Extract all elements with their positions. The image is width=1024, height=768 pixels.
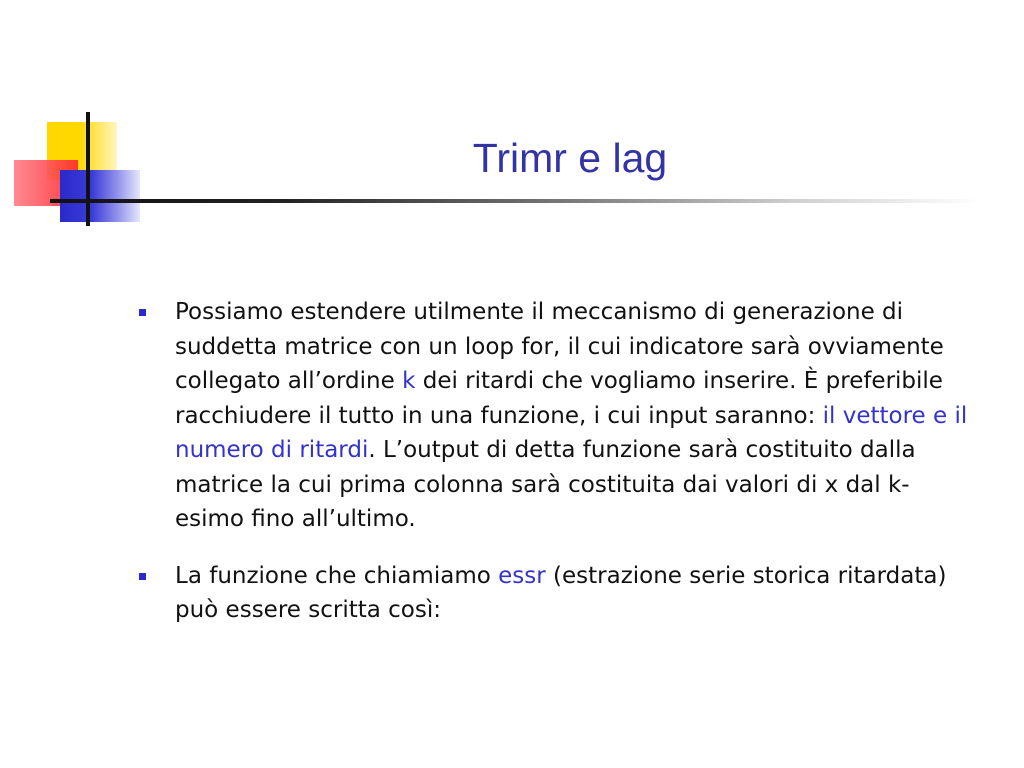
slide-logo-decoration: [0, 0, 160, 240]
logo-blue-square: [60, 170, 140, 222]
bullet-2-text-a: La funzione che chiamiamo: [175, 562, 499, 589]
bullet-2-text-b: (estrazione serie storica ritardata) può essere scritta così:: [175, 562, 947, 623]
bullet-2-highlight-essr: essr: [498, 562, 546, 589]
bullet-1-highlight-k: k: [402, 368, 416, 394]
bullet-1-text-c: . L’output di detta funzione sarà costituito dalla matrice la cui prima colonna sarà costituita dai valori di x dal k-esimo fino all’ultimo.: [175, 437, 916, 532]
title-underline-rule: [50, 199, 980, 203]
bullet-square-icon: [139, 309, 146, 316]
bullet-item-1: [135, 295, 975, 537]
bullet-1-highlight-inputs: il vettore e il numero di ritardi: [175, 402, 968, 463]
logo-vertical-line: [86, 112, 90, 226]
bullet-1-text-a: Possiamo estendere utilmente il meccanismo di generazione di suddetta matrice con un loop for, il cui indicatore sarà ovviamente collegato all’ordine: [175, 299, 944, 394]
bullet-1-text-b: dei ritardi che vogliamo inserire. È preferibile racchiudere il tutto in una funzione, i cui input saranno:: [175, 368, 943, 429]
bullet-square-icon: [139, 573, 146, 580]
bullet-item-2: [135, 559, 975, 628]
bullet-list: [135, 295, 975, 628]
slide-title: Trimr e lag: [472, 135, 668, 181]
